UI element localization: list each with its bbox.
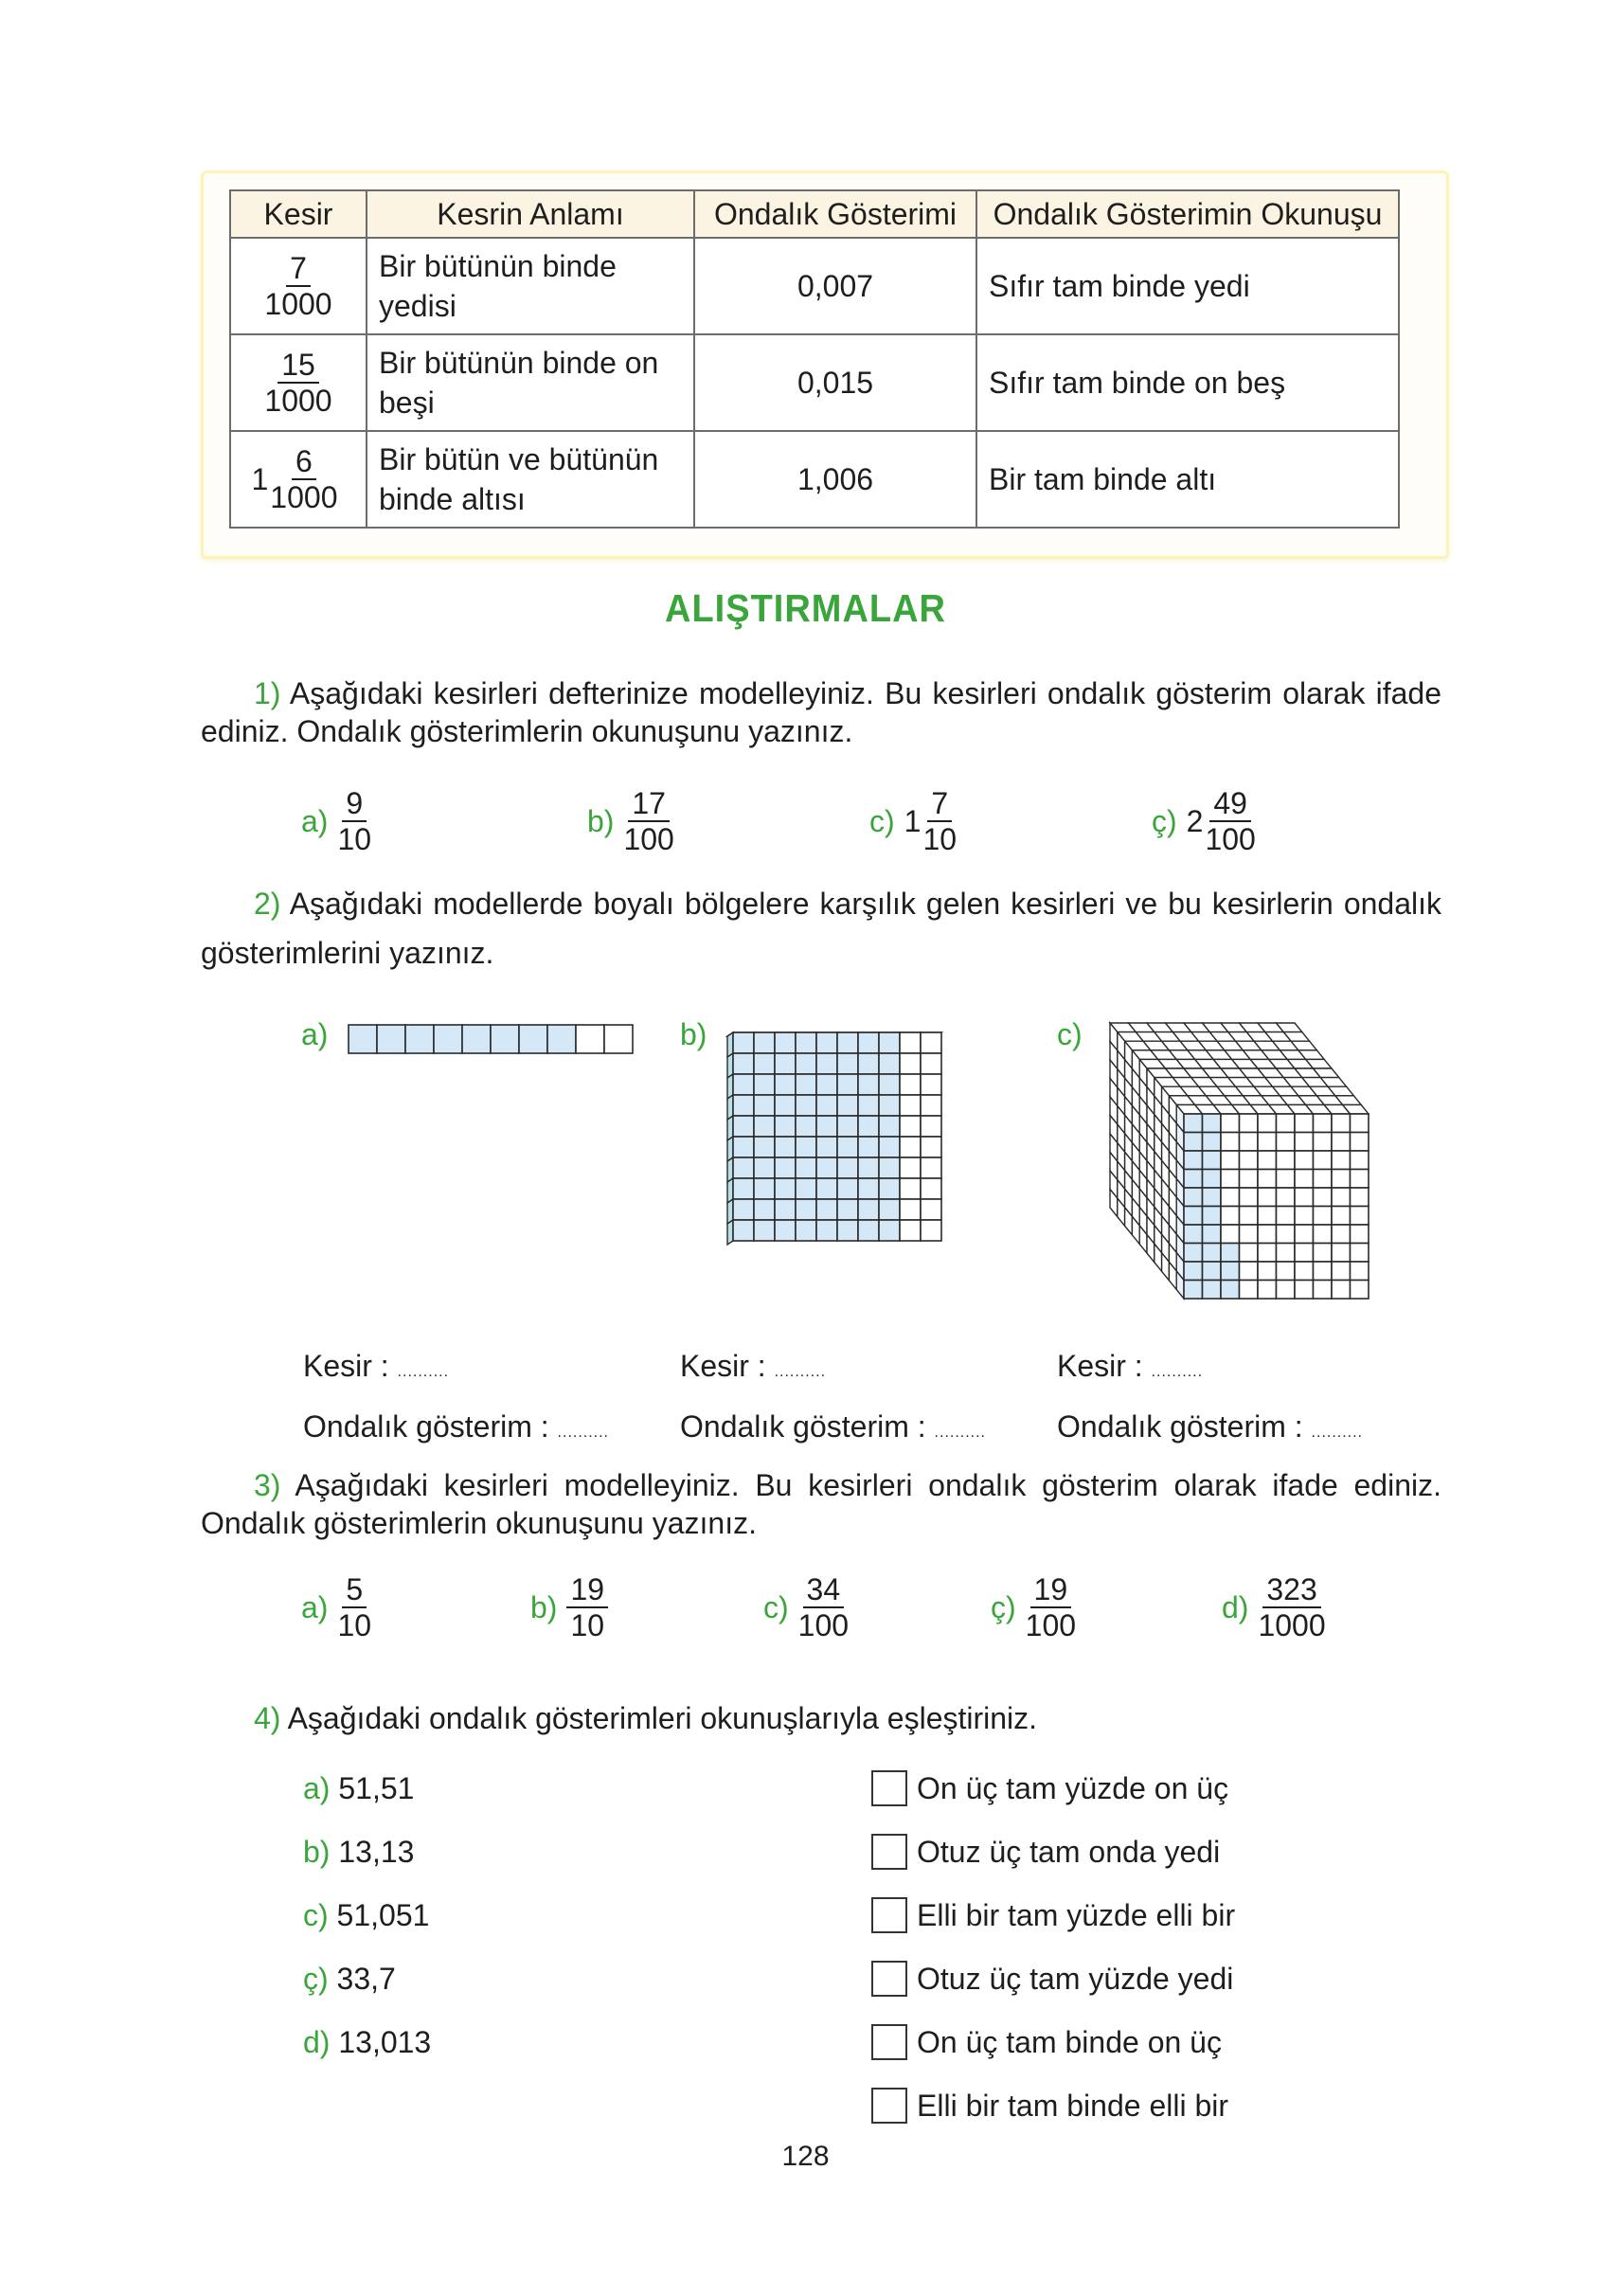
question-text: Aşağıdaki kesirleri modelleyiniz. Bu kesirleri ondalık gösterim olarak ifade ediniz. Ondalık gösterimlerin okunuşunu yazınız. bbox=[201, 1468, 1442, 1540]
denominator: 100 bbox=[1025, 1608, 1077, 1642]
blank[interactable]: .......... bbox=[934, 1425, 986, 1441]
q4-left-list bbox=[303, 1767, 431, 2063]
answer-checkbox[interactable] bbox=[871, 2088, 907, 2124]
meaning-cell bbox=[367, 238, 694, 334]
blank[interactable]: .......... bbox=[1151, 1364, 1204, 1380]
item-label: b) bbox=[530, 1589, 558, 1624]
question-number: 4) bbox=[254, 1701, 281, 1735]
numerator: 323 bbox=[1262, 1574, 1320, 1608]
meaning-line: yedisi bbox=[379, 289, 456, 323]
decimal-value: 51,51 bbox=[338, 1770, 415, 1805]
blank[interactable]: .......... bbox=[397, 1364, 450, 1380]
item-label: ç) bbox=[991, 1589, 1016, 1624]
question-text: Aşağıdaki ondalık gösterimleri okunuşlarıyla eşleştiriniz. bbox=[287, 1701, 1038, 1735]
reading-text: Otuz üç tam yüzde yedi bbox=[917, 1961, 1234, 1996]
decimal-value: 33,7 bbox=[336, 1961, 396, 1996]
fraction-label: Kesir : bbox=[1057, 1349, 1143, 1383]
blank[interactable]: .......... bbox=[557, 1425, 609, 1441]
numerator: 7 bbox=[927, 788, 952, 822]
model-b-label: b) bbox=[680, 1017, 707, 1051]
reading-text: On üç tam yüzde on üç bbox=[917, 1770, 1229, 1805]
fraction bbox=[337, 1574, 371, 1641]
denominator: 100 bbox=[623, 822, 674, 856]
whole-part: 1 bbox=[904, 803, 922, 838]
item-label: ç) bbox=[1152, 803, 1177, 838]
model-c-label: c) bbox=[1057, 1017, 1083, 1051]
denominator: 10 bbox=[337, 1608, 372, 1642]
meaning-line: binde altısı bbox=[379, 482, 526, 516]
numerator: 15 bbox=[277, 350, 319, 384]
fraction bbox=[264, 253, 331, 319]
fraction bbox=[264, 350, 331, 416]
table-row bbox=[230, 431, 1399, 528]
fraction-cell bbox=[230, 431, 367, 528]
question-number: 3) bbox=[254, 1468, 281, 1502]
question-3 bbox=[201, 1466, 1441, 1542]
item-label: c) bbox=[303, 1897, 329, 1932]
q4-right-list bbox=[871, 1767, 1235, 2126]
q1-item-b bbox=[587, 788, 674, 854]
model-b-flat bbox=[725, 1027, 953, 1250]
q3-item-a bbox=[301, 1574, 371, 1641]
answer-checkbox[interactable] bbox=[871, 1770, 907, 1806]
question-4 bbox=[201, 1699, 1441, 1737]
q3-item-c-cedilla bbox=[991, 1574, 1076, 1641]
item-label: b) bbox=[587, 803, 615, 838]
denominator: 1000 bbox=[270, 480, 338, 514]
question-text: Aşağıdaki modellerde boyalı bölgelere karşılık gelen kesirleri ve bu kesirlerin ondalık gösterimlerini yazınız. bbox=[201, 887, 1442, 970]
fraction bbox=[337, 788, 371, 854]
fraction-label: Kesir : bbox=[680, 1349, 766, 1383]
q3-item-b bbox=[530, 1574, 608, 1641]
list-item bbox=[303, 1958, 431, 2000]
decimal-value: 51,051 bbox=[336, 1897, 430, 1932]
answer-fraction-b[interactable] bbox=[680, 1349, 826, 1384]
q3-item-d bbox=[1222, 1574, 1326, 1641]
q1-item-c-cedilla bbox=[1152, 788, 1256, 854]
table-header-row bbox=[230, 190, 1399, 238]
fraction-cell bbox=[230, 238, 367, 334]
reading-text: Otuz üç tam onda yedi bbox=[917, 1834, 1221, 1869]
answer-checkbox[interactable] bbox=[871, 1897, 907, 1933]
fraction bbox=[922, 788, 957, 854]
decimal-cell: 1,006 bbox=[694, 431, 976, 528]
reading-text: Elli bir tam yüzde elli bir bbox=[917, 1897, 1236, 1932]
reading-text: Elli bir tam binde elli bir bbox=[917, 2088, 1229, 2123]
section-heading: ALIŞTIRMALAR bbox=[665, 587, 946, 631]
numerator: 34 bbox=[803, 1574, 845, 1608]
q1-item-c bbox=[869, 788, 957, 854]
header-kesir: Kesir bbox=[230, 190, 367, 238]
numerator: 19 bbox=[1030, 1574, 1072, 1608]
whole-part: 1 bbox=[251, 461, 269, 496]
fraction-cell bbox=[230, 334, 367, 431]
list-item bbox=[871, 1767, 1235, 1809]
fraction bbox=[270, 446, 337, 512]
answer-decimal-a[interactable] bbox=[303, 1409, 609, 1444]
denominator: 1000 bbox=[1258, 1608, 1326, 1642]
header-okunus: Ondalık Gösterimin Okunuşu bbox=[976, 190, 1399, 238]
list-item bbox=[871, 2085, 1235, 2126]
answer-decimal-b[interactable] bbox=[680, 1409, 986, 1444]
decimal-cell: 0,007 bbox=[694, 238, 976, 334]
blank[interactable]: .......... bbox=[774, 1364, 827, 1380]
page-number: 128 bbox=[781, 2141, 830, 2172]
numerator: 7 bbox=[286, 253, 311, 287]
reading-cell: Bir tam binde altı bbox=[976, 431, 1399, 528]
question-number: 2) bbox=[254, 887, 281, 921]
whole-part: 2 bbox=[1186, 803, 1204, 838]
numerator: 17 bbox=[628, 788, 670, 822]
item-label: d) bbox=[1222, 1589, 1249, 1624]
denominator: 10 bbox=[570, 1608, 605, 1642]
denominator: 100 bbox=[797, 1608, 850, 1642]
decimal-label: Ondalık gösterim : bbox=[303, 1409, 549, 1444]
blank[interactable]: .......... bbox=[1311, 1425, 1363, 1441]
info-table bbox=[229, 189, 1400, 529]
list-item bbox=[303, 2021, 431, 2063]
decimal-label: Ondalık gösterim : bbox=[680, 1409, 926, 1444]
answer-checkbox[interactable] bbox=[871, 2024, 907, 2060]
header-kesrin-anlami: Kesrin Anlamı bbox=[367, 190, 694, 238]
meaning-line: Bir bütünün binde bbox=[379, 249, 617, 283]
list-item bbox=[871, 2021, 1235, 2063]
meaning-line: beşi bbox=[379, 386, 435, 420]
denominator: 100 bbox=[1205, 822, 1256, 856]
decimal-value: 13,13 bbox=[338, 1834, 415, 1869]
item-label: ç) bbox=[303, 1961, 329, 1996]
item-label: a) bbox=[301, 803, 329, 838]
reading-text: On üç tam binde on üç bbox=[917, 2024, 1222, 2059]
item-label: c) bbox=[763, 1589, 789, 1624]
meaning-line: Bir bütün ve bütünün bbox=[379, 442, 659, 476]
item-label: d) bbox=[303, 2024, 331, 2059]
model-c-cube bbox=[1108, 1019, 1407, 1313]
header-ondalik-gosterimi: Ondalık Gösterimi bbox=[694, 190, 976, 238]
denominator: 10 bbox=[337, 822, 372, 856]
denominator: 10 bbox=[922, 822, 958, 856]
denominator: 1000 bbox=[264, 287, 332, 321]
meaning-cell bbox=[367, 431, 694, 528]
numerator: 6 bbox=[292, 446, 316, 480]
q1-item-a bbox=[301, 788, 371, 854]
numerator: 19 bbox=[566, 1574, 608, 1608]
decimal-label: Ondalık gösterim : bbox=[1057, 1409, 1303, 1444]
meaning-line: Bir bütünün binde on bbox=[379, 346, 659, 380]
item-label: b) bbox=[303, 1834, 331, 1869]
table-row bbox=[230, 238, 1399, 334]
list-item bbox=[303, 1831, 431, 1873]
reading-cell: Sıfır tam binde yedi bbox=[976, 238, 1399, 334]
decimal-value: 13,013 bbox=[338, 2024, 432, 2059]
list-item bbox=[303, 1894, 431, 1936]
question-2 bbox=[201, 879, 1441, 978]
reading-cell: Sıfır tam binde on beş bbox=[976, 334, 1399, 431]
fraction bbox=[623, 788, 673, 854]
item-label: a) bbox=[303, 1770, 331, 1805]
numerator: 49 bbox=[1209, 788, 1251, 822]
list-item bbox=[871, 1894, 1235, 1936]
fraction bbox=[1205, 788, 1255, 854]
question-1 bbox=[201, 674, 1441, 750]
fraction bbox=[1258, 1574, 1325, 1641]
fraction bbox=[798, 1574, 849, 1641]
fraction bbox=[1026, 1574, 1076, 1641]
question-number: 1) bbox=[254, 676, 281, 710]
model-a-label: a) bbox=[301, 1017, 329, 1051]
q3-item-c bbox=[763, 1574, 849, 1641]
table-row bbox=[230, 334, 1399, 431]
list-item bbox=[871, 1958, 1235, 2000]
fraction bbox=[566, 1574, 608, 1641]
list-item bbox=[303, 1767, 431, 1809]
answer-checkbox[interactable] bbox=[871, 1834, 907, 1870]
meaning-cell bbox=[367, 334, 694, 431]
list-item bbox=[871, 1831, 1235, 1873]
numerator: 9 bbox=[342, 788, 367, 822]
numerator: 5 bbox=[342, 1574, 367, 1608]
answer-fraction-a[interactable] bbox=[303, 1349, 449, 1384]
answer-fraction-c[interactable] bbox=[1057, 1349, 1203, 1384]
fraction-label: Kesir : bbox=[303, 1349, 389, 1383]
answer-decimal-c[interactable] bbox=[1057, 1409, 1363, 1444]
model-a-strip bbox=[347, 1023, 636, 1055]
answer-checkbox[interactable] bbox=[871, 1961, 907, 1997]
item-label: c) bbox=[869, 803, 895, 838]
denominator: 1000 bbox=[264, 384, 332, 418]
question-text: Aşağıdaki kesirleri defterinize modelleyiniz. Bu kesirleri ondalık gösterim olarak ifade ediniz. Ondalık gösterimlerin okunuşunu yazınız. bbox=[201, 676, 1442, 748]
item-label: a) bbox=[301, 1589, 329, 1624]
decimal-cell: 0,015 bbox=[694, 334, 976, 431]
